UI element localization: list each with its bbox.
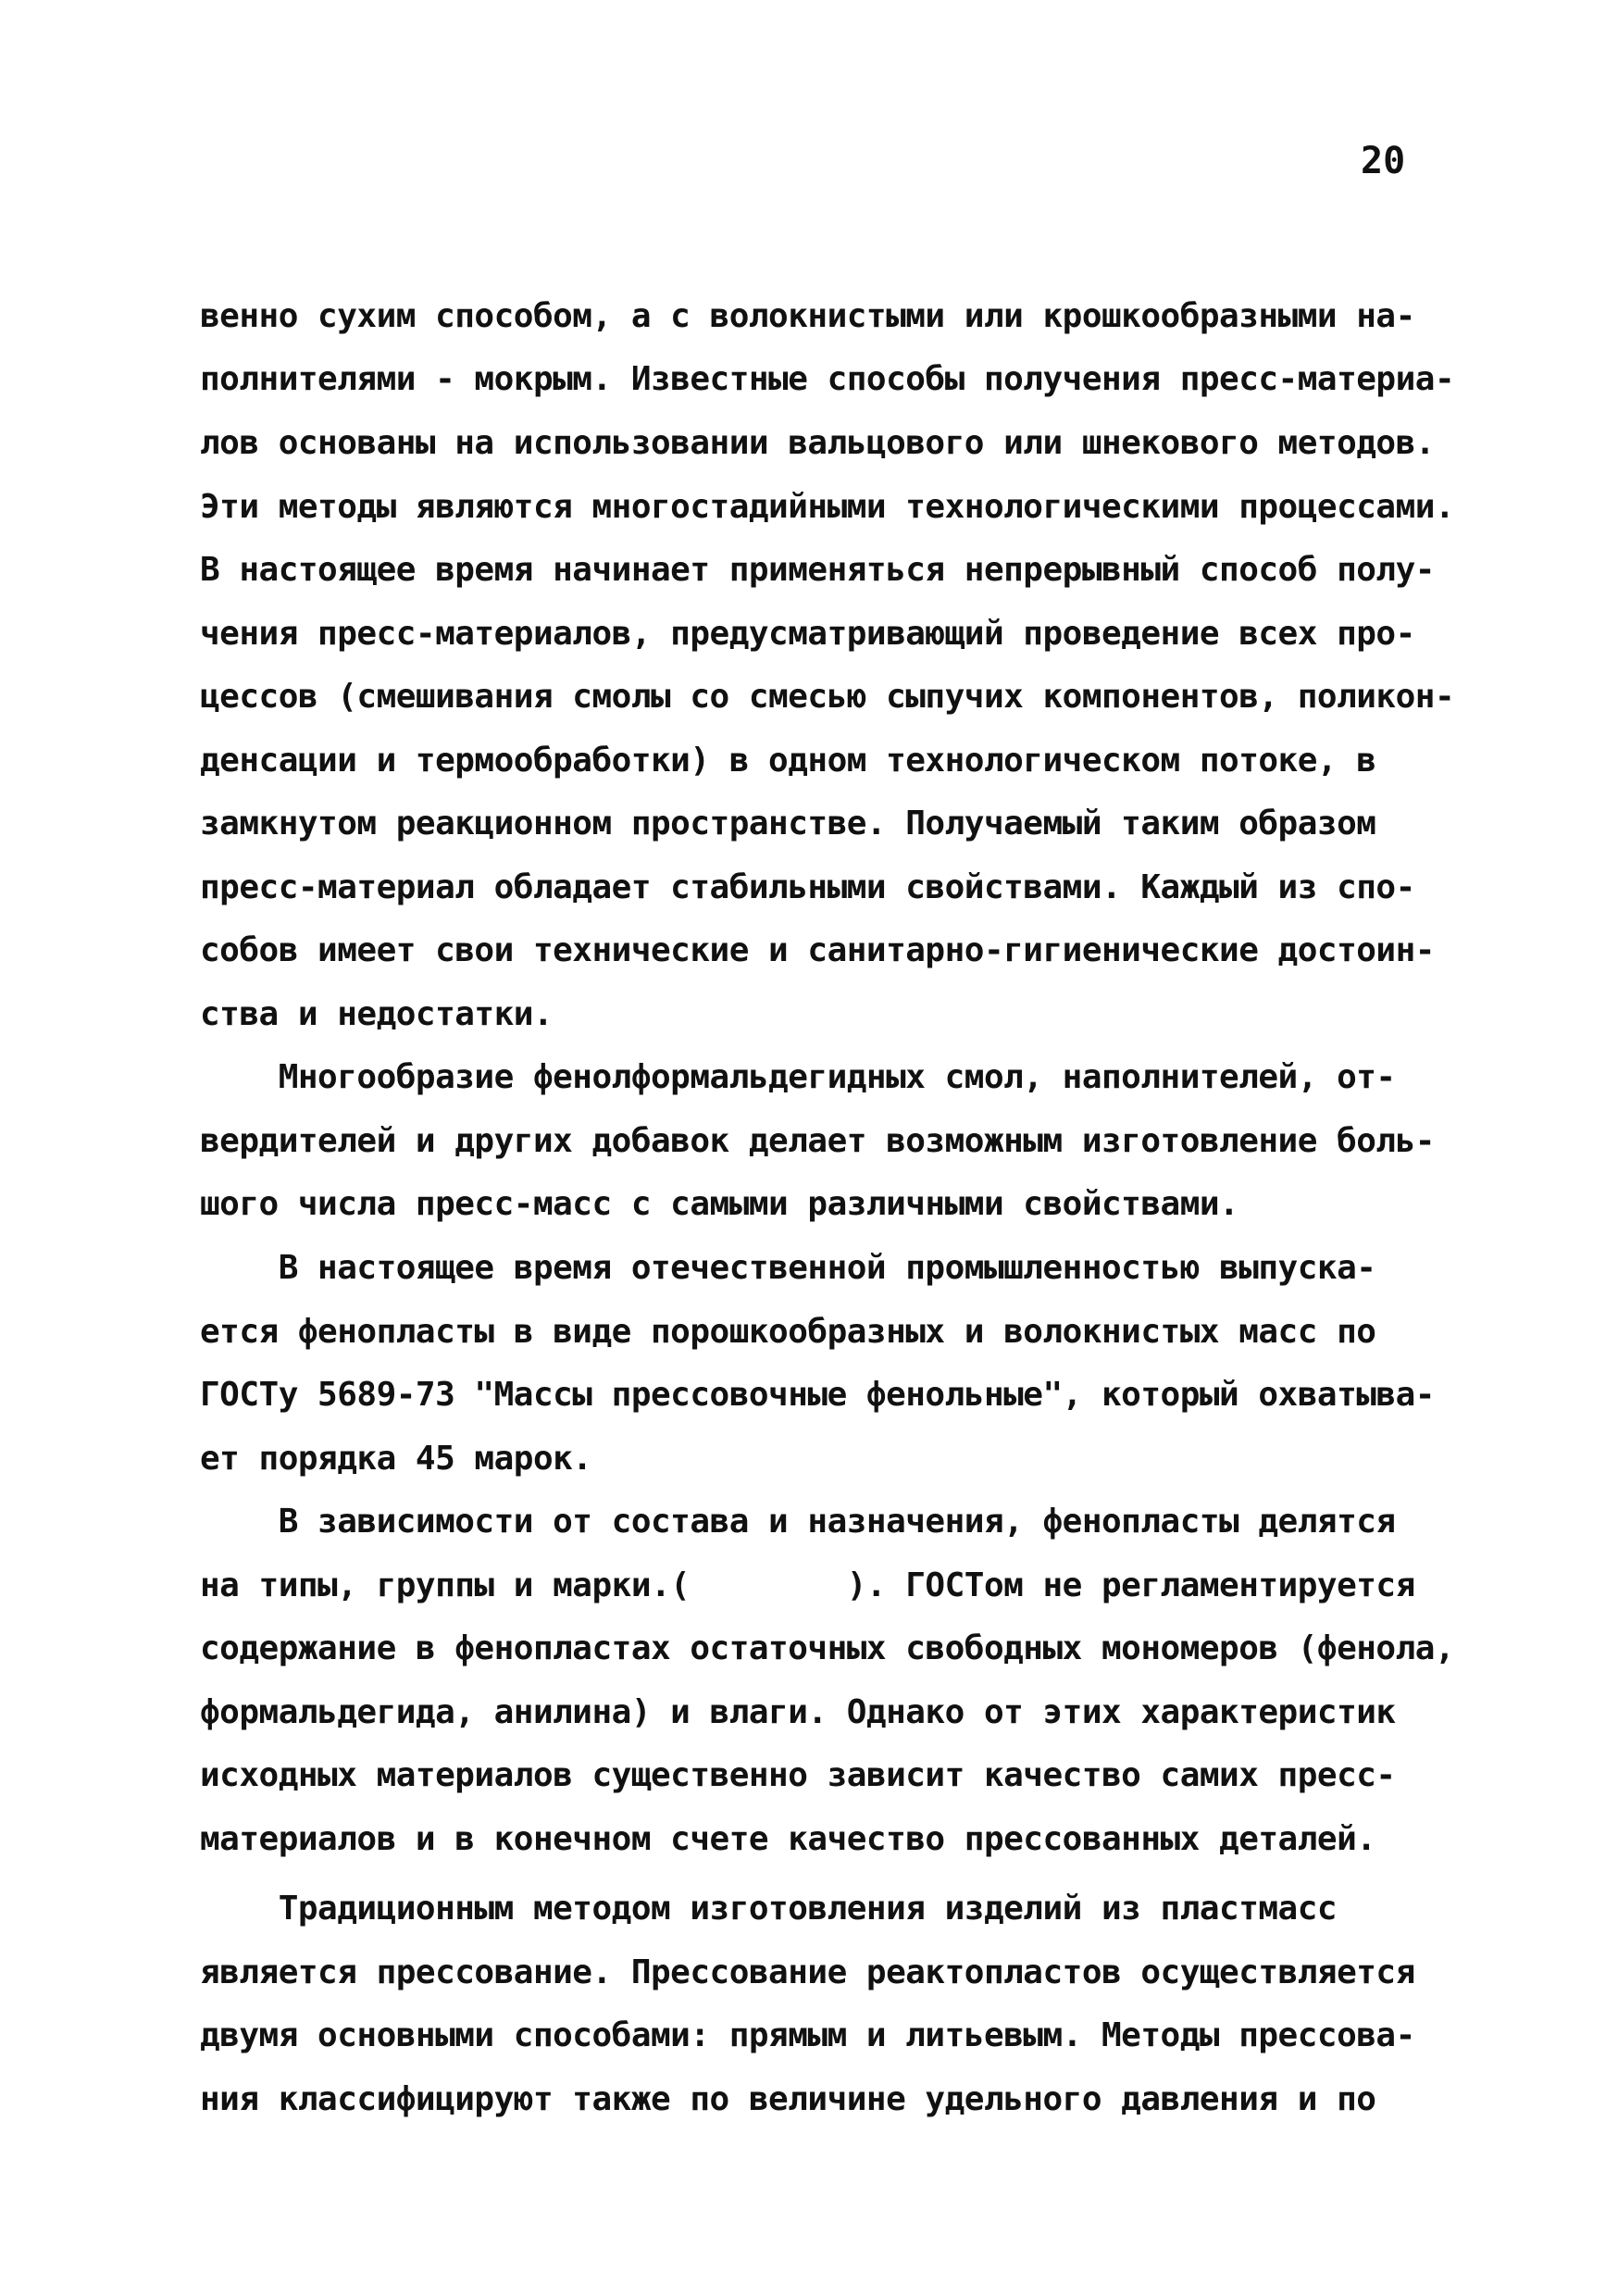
text-line: В зависимости от состава и назначения, фенопласты делятся — [200, 1503, 1396, 1541]
text-line: собов имеет свои технические и санитарно-гигиенические достоин- — [200, 931, 1435, 969]
text-line: В настоящее время отечественной промышленностью выпуска- — [200, 1249, 1376, 1287]
text-line: Эти методы являются многостадийными технологическими процессами. — [200, 488, 1455, 526]
text-line: ния классифицируют также по величине удельного давления и по — [200, 2080, 1376, 2118]
text-line: венно сухим способом, а с волокнистыми или крошкообразными на- — [200, 297, 1415, 335]
text-line: замкнутом реакционном пространстве. Получаемый таким образом — [200, 805, 1376, 842]
text-line: вердителей и других добавок делает возможным изготовление боль- — [200, 1122, 1435, 1160]
text-line: материалов и в конечном счете качество прессованных деталей. — [200, 1820, 1376, 1858]
text-line: шого числа пресс-масс с самыми различными свойствами. — [200, 1185, 1239, 1223]
text-line: является прессование. Прессование реактопластов осуществляется — [200, 1953, 1415, 1991]
text-line: на типы, группы и марки.( ). ГОСТом не регламентируется — [200, 1566, 1415, 1604]
text-line: ется фенопласты в виде порошкообразных и волокнистых масс по — [200, 1313, 1376, 1351]
text-line: денсации и термообработки) в одном технологическом потоке, в — [200, 742, 1376, 780]
text-line: ГОСТу 5689-73 "Массы прессовочные фенольные", который охватыва- — [200, 1376, 1435, 1414]
text-line: содержание в фенопластах остаточных свободных мономеров (фенола, — [200, 1629, 1455, 1667]
text-line: полнителями - мокрым. Известные способы получения пресс-материа- — [200, 360, 1455, 398]
text-line: пресс-материал обладает стабильными свойствами. Каждый из спо- — [200, 868, 1415, 906]
text-line: цессов (смешивания смолы со смесью сыпучих компонентов, поликон- — [200, 678, 1455, 716]
text-line: Традиционным методом изготовления изделий из пластмасс — [200, 1890, 1338, 1928]
text-line: ства и недостатки. — [200, 995, 554, 1033]
text-line: формальдегида, анилина) и влаги. Однако от этих характеристик — [200, 1693, 1396, 1731]
text-line: двумя основными способами: прямым и литьевым. Методы прессова- — [200, 2016, 1415, 2054]
page-number: 20 — [1361, 140, 1406, 182]
text-line: ет порядка 45 марок. — [200, 1440, 592, 1478]
text-line: исходных материалов существенно зависит качество самих пресс- — [200, 1756, 1396, 1794]
text-line: чения пресс-материалов, предусматривающий проведение всех про- — [200, 615, 1415, 653]
text-line: Многообразие фенолформальдегидных смол, наполнителей, от- — [200, 1058, 1396, 1096]
text-line: лов основаны на использовании вальцового или шнекового методов. — [200, 424, 1435, 462]
text-line: В настоящее время начинает применяться непрерывный способ полу- — [200, 551, 1435, 589]
